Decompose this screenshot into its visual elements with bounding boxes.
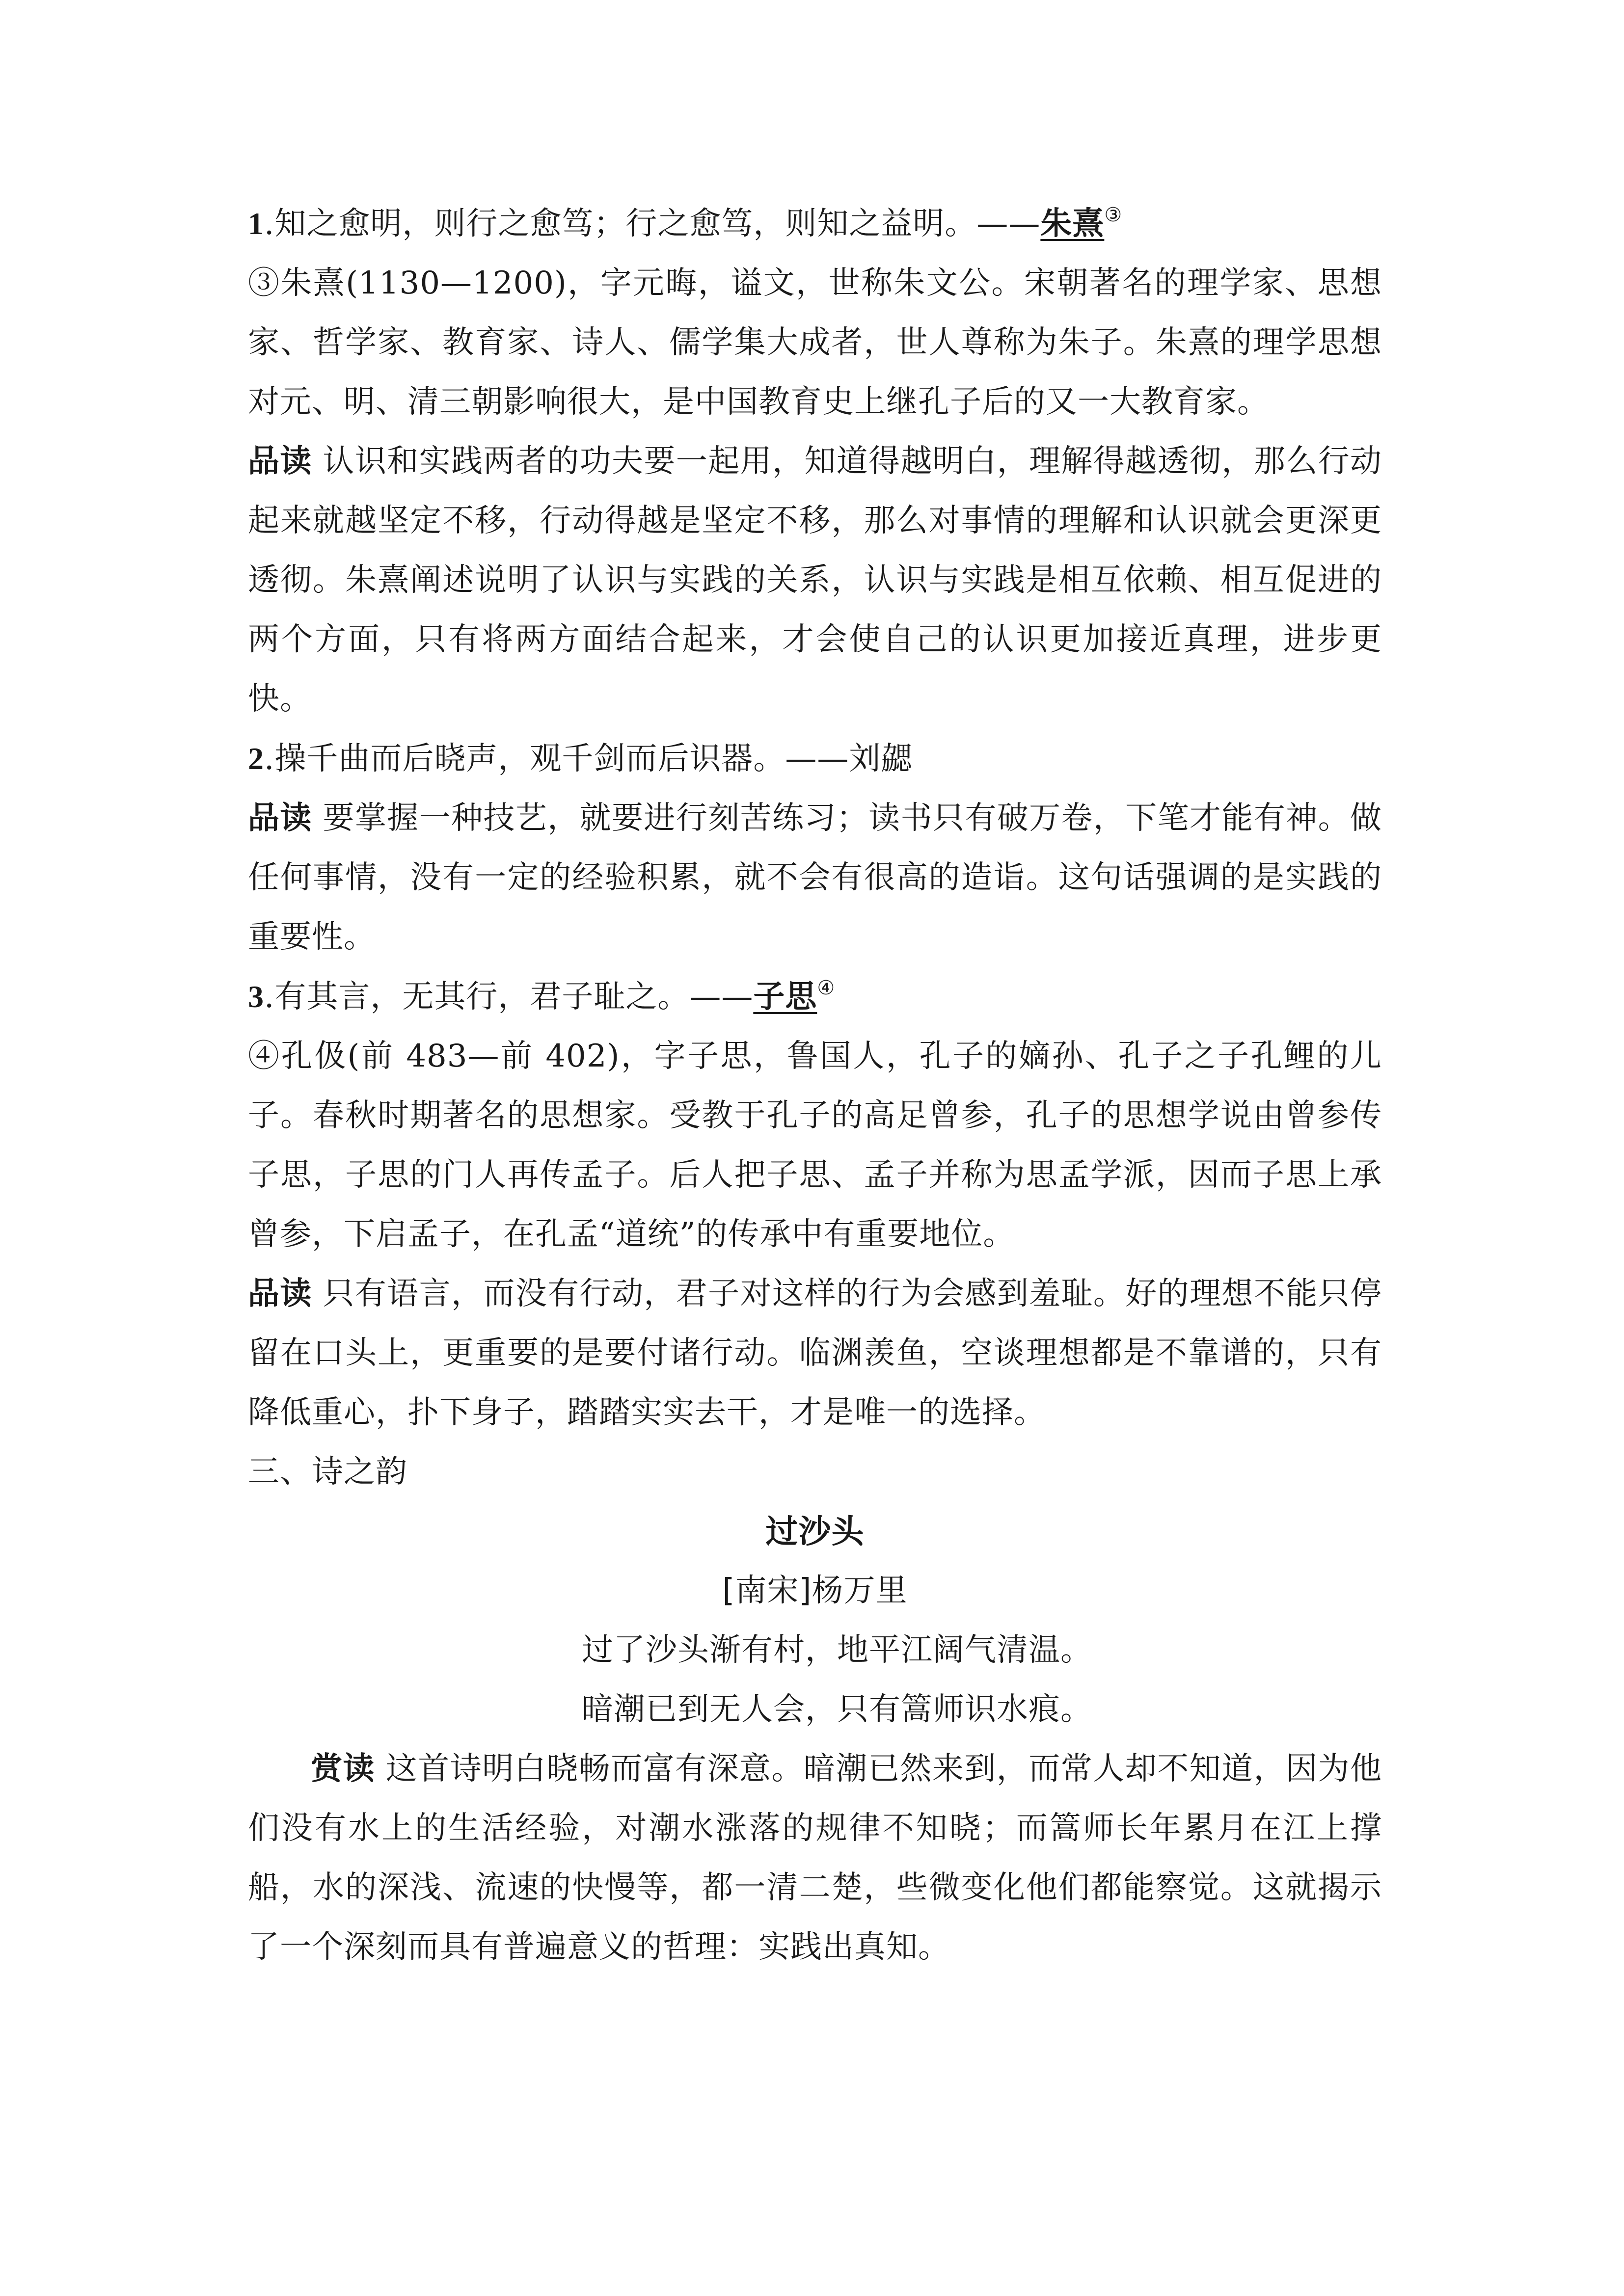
quote-2-author: ——刘勰 [785,741,913,777]
quote-3-footnote: ④孔伋(前 483—前 402)，字子思，鲁国人，孔子的嫡孙、孔子之子孔鲤的儿子。春秋时期著名的思想家。受教于孔子的高足曾参，孔子的思想学说由曾参传子思，子思的门人再传孟子。后人把子思、孟子并称为思孟学派，因而子思上承曾参，下启孟子，在孔孟“道统”的传承中有重要地位。 [248,1038,1382,1253]
quote-1-text: .知之愈明，则行之愈笃；行之愈笃，则知之益明。 [264,206,977,242]
quote-3-author: 子思 [753,979,817,1015]
quote-1-pindu-text: 认识和实践两者的功夫要一起用，知道得越明白，理解得越透彻，那么行动起来就越坚定不移，行动得越是坚定不移，那么对事情的理解和认识就会更深更透彻。朱熹阐述说明了认识与实践的关系，认识与实践是相互依赖、相互促进的两个方面，只有将两方面结合起来，才会使自己的认识更加接近真理，进步更快。 [248,443,1382,717]
quote-1-pindu [248,432,1382,729]
quote-3-note-mark: ④ [817,977,836,999]
poem-line-2: 暗潮已到无人会，只有篙师识水痕。 [582,1691,1092,1728]
quote-3-pindu-text: 只有语言，而没有行动，君子对这样的行为会感到羞耻。好的理想不能只停留在口头上，更重要的是要付诸行动。临渊羡鱼，空谈理想都是不靠谱的，只有降低重心，扑下身子，踏踏实实去干，才是唯一的选择。 [248,1276,1382,1431]
quote-2-pindu-text: 要掌握一种技艺，就要进行刻苦练习；读书只有破万卷，下笔才能有神。做任何事情，没有一定的经验积累，就不会有很高的造诣。这句话强调的是实践的重要性。 [248,800,1382,955]
quote-1-note-mark: ③ [1104,204,1123,226]
quote-3-dash: —— [689,979,754,1015]
quote-3 [248,967,1382,1027]
quote-2-pindu [248,789,1382,967]
quote-1-author: 朱熹 [1040,206,1105,242]
quote-3-number: 3 [248,979,264,1014]
quote-1-number: 1 [248,206,264,241]
quote-3-text: .有其言，无其行，君子耻之。 [264,979,690,1015]
poem-title: 过沙头 [765,1513,865,1550]
section-3-heading: 三、诗之韵 [248,1454,407,1490]
quote-2 [248,729,1382,789]
poem-shangdu-text: 这首诗明白晓畅而富有深意。暗潮已然来到，而常人却不知道，因为他们没有水上的生活经验，对潮水涨落的规律不知晓；而篙师长年累月在江上撑船，水的深浅、流速的快慢等，都一清二楚，些微变化他们都能察觉。这就揭示了一个深刻而具有普遍意义的哲理：实践出真知。 [248,1751,1382,1965]
poem-line-1: 过了沙头渐有村，地平江阔气清温。 [582,1632,1092,1668]
poem-shangdu [248,1739,1382,1977]
pindu-label: 品读 [248,443,312,480]
quote-3-pindu [248,1264,1382,1442]
quote-1-dash: —— [976,206,1041,242]
quote-2-number: 2 [248,741,264,776]
quote-1 [248,194,1382,254]
poem-author: [南宋]杨万里 [722,1573,908,1609]
document-page [248,194,1382,1977]
pindu-label: 品读 [248,800,312,836]
quote-2-text: .操千曲而后晓声，观千剑而后识器。 [264,741,785,777]
shangdu-label: 赏读 [311,1751,375,1787]
pindu-label: 品读 [248,1276,312,1312]
quote-1-footnote: ③朱熹(1130—1200)，字元晦，谥文，世称朱文公。宋朝著名的理学家、思想家、哲学家、教育家、诗人、儒学集大成者，世人尊称为朱子。朱熹的理学思想对元、明、清三朝影响很大，是中国教育史上继孔子后的又一大教育家。 [248,265,1382,420]
